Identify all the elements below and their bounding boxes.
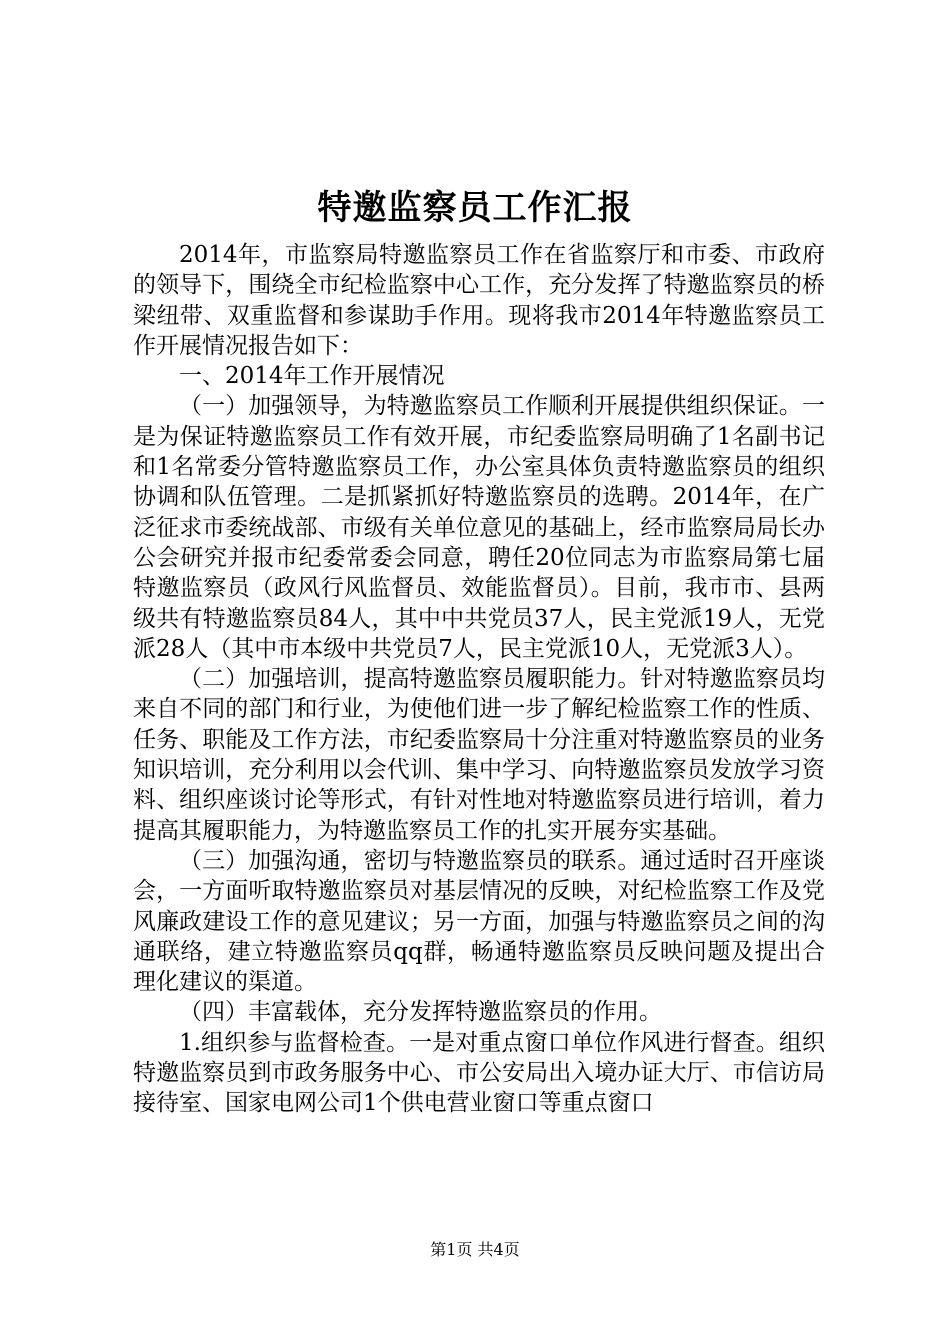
paragraph-communication: （三）加强沟通，密切与特邀监察员的联系。通过适时召开座谈会，一方面听取特邀监察员对基层情况的反映，对纪检监察工作及党风廉政建设工作的意见建议；另一方面，加强与特邀监察员之间的沟通联络，建立特邀监察员qq群，畅通特邀监察员反映问题及提出合理化建议的渠道。 (133, 847, 825, 996)
paragraph-inspection: 1.组织参与监督检查。一是对重点窗口单位作风进行督查。组织特邀监察员到市政务服务中心、市公安局出入境办证大厅、市信访局接待室、国家电网公司1个供电营业窗口等重点窗口 (133, 1029, 825, 1117)
page-footer: 第1页 共4页 (430, 1240, 520, 1259)
document-body (133, 240, 825, 1119)
paragraph-training: （二）加强培训，提高特邀监察员履职能力。针对特邀监察员均来自不同的部门和行业，为使他们进一步了解纪检监察工作的性质、任务、职能及工作方法，市纪委监察局十分注重对特邀监察员的业务知识培训，充分利用以会代训、集中学习、向特邀监察员发放学习资料、组织座谈讨论等形式，有针对性地对特邀监察员进行培训，着力提高其履职能力，为特邀监察员工作的扎实开展夯实基础。 (133, 666, 825, 844)
paragraph-intro: 2014年，市监察局特邀监察员工作在省监察厅和市委、市政府的领导下，围绕全市纪检监察中心工作，充分发挥了特邀监察员的桥梁纽带、双重监督和参谋助手作用。现将我市2014年特邀监察员工作开展情况报告如下： (133, 242, 825, 359)
paragraph-carriers: （四）丰富载体，充分发挥特邀监察员的作用。 (179, 999, 662, 1026)
document-title: 特邀监察员工作汇报 (317, 188, 633, 228)
section-heading-1: 一、2014年工作开展情况 (179, 363, 445, 390)
paragraph-leadership: （一）加强领导，为特邀监察员工作顺利开展提供组织保证。一是为保证特邀监察员工作有效开展，市纪委监察局明确了1名副书记和1名常委分管特邀监察员工作，办公室具体负责特邀监察员的组织协调和队伍管理。二是抓紧抓好特邀监察员的选聘。2014年，在广泛征求市委统战部、市级有关单位意见的基础上，经市监察局局长办公会研究并报市纪委常委会同意，聘任20位同志为市监察局第七届特邀监察员（政风行风监督员、效能监督员）。目前，我市市、县两级共有特邀监察员84人，其中中共党员37人，民主党派19人，无党派28人（其中市本级中共党员7人，民主党派10人，无党派3人）。 (133, 393, 825, 662)
